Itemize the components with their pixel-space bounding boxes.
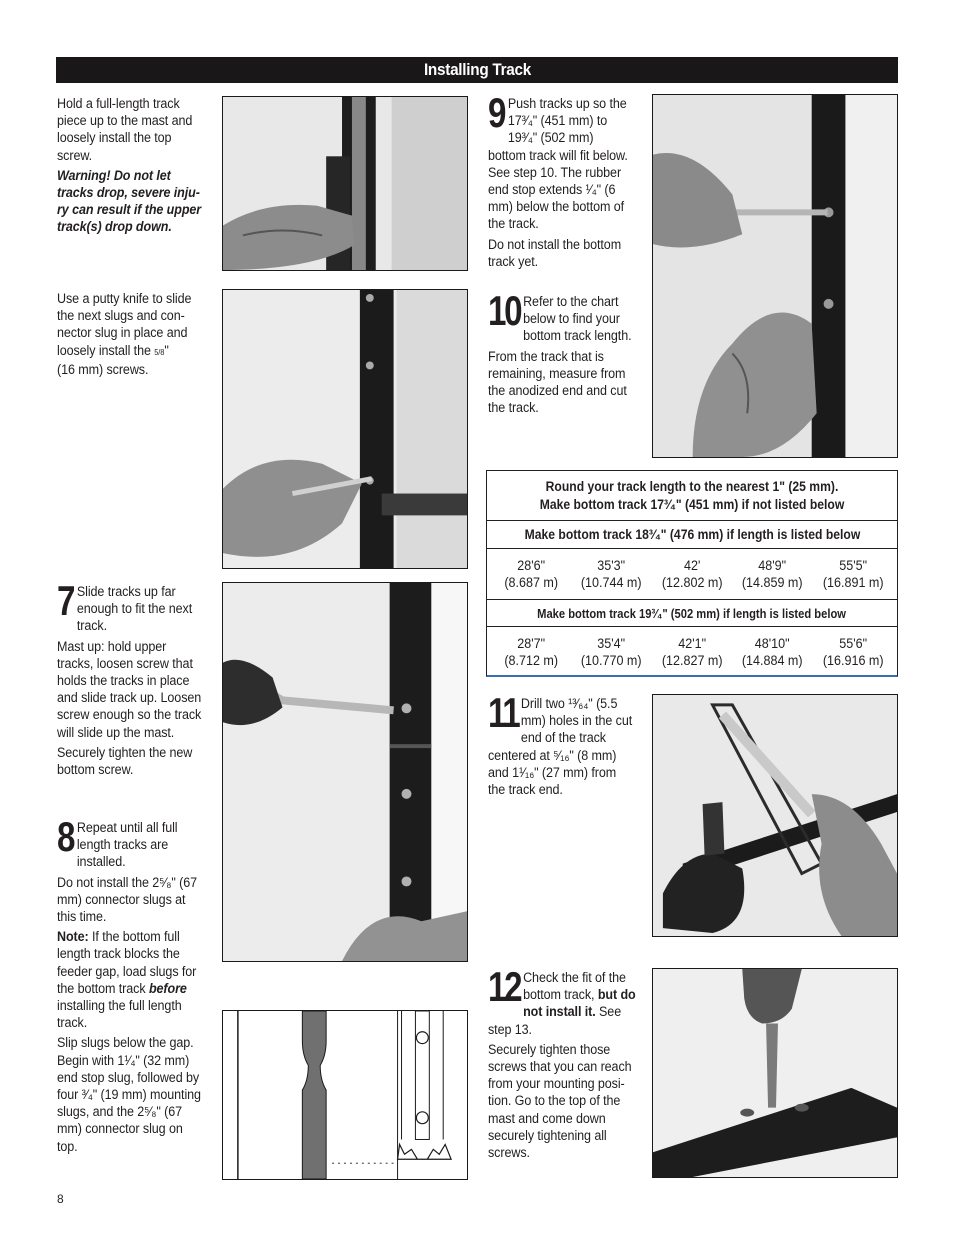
step-10-lead-text: Refer to the chart below to find your bottom track length. (523, 294, 632, 344)
chart-title: Round your track length to the nearest 1" (25 mm). Make bottom track 17³⁄₄" (451 mm) if not listed below (539, 478, 845, 512)
step-11-lead-text: Drill two ¹³⁄₆₄" (5.5 mm) holes in the cut end of the track centered at ⁵⁄₁₆" (8 mm) and 1¹⁄₁₆" (27 mm) from the track end. (488, 696, 633, 798)
step-7-lead (57, 577, 206, 635)
step-8-connector-note: Do not install the 2⁵⁄₈" (67 mm) connector slugs at this time. (57, 874, 197, 925)
length-cell (813, 557, 893, 591)
photo-putty-knife (222, 289, 468, 569)
step-12-lead-b: See step 13. (488, 1004, 622, 1037)
step-12-lead-a: Check the fit of the bottom track, (523, 970, 626, 1003)
length-m: (12.802 m) (661, 575, 723, 590)
step-11-number: 11 (488, 689, 519, 736)
step-12-lead (488, 963, 637, 1038)
note-before: before (148, 980, 187, 996)
chart-group-heading-2 (487, 599, 897, 626)
step-12-number: 12 (488, 963, 521, 1010)
step-8-note (57, 928, 206, 1031)
step-7-lead-text: Slide tracks up far enough to fit the next track. (76, 584, 193, 634)
intro-paragraph: Hold a full-length track piece up to the mast and loosely install the top screw. (57, 96, 193, 163)
length-m: (16.891 m) (822, 575, 884, 590)
length-ft: 48'10" (755, 635, 790, 651)
step-9-lead (488, 89, 632, 233)
step-7 (57, 577, 206, 781)
length-cell (813, 635, 893, 669)
section-title: Installing Track (423, 60, 531, 79)
step-9 (488, 89, 632, 273)
chart-title-row (487, 471, 897, 520)
step-9-paragraph: Do not install the bottom track yet. (488, 236, 622, 269)
length-ft: 35'4" (597, 635, 626, 651)
length-m: (10.744 m) (581, 575, 642, 590)
length-ft: 28'7" (517, 635, 546, 651)
step-8-lead-text: Repeat until all full length tracks are installed. (76, 820, 178, 870)
section-header (56, 57, 898, 83)
step-9-lead-text: Push tracks up so the 17³⁄₄" (451 mm) to 19³⁄₄" (502 mm) bottom track will fit below. See step 10. The rubber end stop extends ¹⁄₄" (6 mm) below the bottom of the track. (488, 96, 628, 232)
step-12-paragraph: Securely tighten those screws that you can reach from your mounting posi-tion. Go to the top of the mast and come down securely tightening all screws. (488, 1041, 632, 1161)
note-text-a: If the bottom full length track blocks the feeder gap, load slugs for the bottom track (57, 929, 197, 996)
note-label: Note: (57, 929, 89, 945)
intro-warning: Warning! Do not let tracks drop, severe inju-ry can result if the upper track(s) drop down. (57, 167, 202, 235)
length-ft: 28'6" (517, 558, 546, 573)
step-11 (488, 689, 633, 801)
photo-drill-cut (652, 694, 898, 937)
step-7-number: 7 (57, 577, 74, 624)
length-cell (652, 635, 732, 669)
photo-slide-tracks (222, 582, 468, 962)
step-10 (488, 287, 632, 419)
length-m: (16.916 m) (822, 652, 884, 668)
putty-paragraph-main: Use a putty knife to slide the next slugs and con-nector slug in place and loosely install the (57, 291, 192, 358)
length-cell (491, 557, 571, 591)
step-8-number: 8 (57, 813, 74, 860)
length-m: (14.884 m) (742, 652, 803, 668)
length-m: (10.770 m) (581, 652, 642, 668)
length-cell (652, 557, 732, 591)
length-cell (732, 557, 812, 591)
length-ft: 42' (683, 558, 701, 573)
length-cell (491, 635, 571, 669)
length-cell (571, 635, 651, 669)
chart-group-2-lengths (487, 626, 897, 676)
length-cell (571, 557, 651, 591)
step-7-paragraph: Mast up: hold upper tracks, loosen screw that holds the tracks in place and slide track up. Loosen screw enough so the track will slide up the mast. (57, 638, 202, 740)
chart-group-heading-1 (487, 520, 897, 548)
length-m: (14.859 m) (742, 575, 803, 590)
group-1-heading: Make bottom track 18³⁄₄" (476 mm) if length is listed below (524, 527, 860, 542)
putty-paragraph-end: (16 mm) screws. (57, 361, 149, 377)
length-m: (8.687 m) (504, 575, 559, 590)
photo-push-tracks (652, 94, 898, 458)
photo-hold-track (222, 96, 468, 271)
length-ft: 55'5" (838, 558, 867, 573)
step-12-lead-bold: but do not install it. (523, 987, 636, 1020)
length-ft: 42'1" (678, 635, 706, 651)
length-cell (732, 635, 812, 669)
step-12 (488, 963, 637, 1164)
length-ft: 48'9" (758, 558, 787, 573)
step-8 (57, 813, 206, 1158)
note-text-b: installing the full length track. (57, 998, 182, 1031)
step-10-lead (488, 287, 632, 345)
photo-check-fit (652, 968, 898, 1178)
putty-knife-text (57, 290, 206, 381)
step-7-tighten: Securely tighten the new bottom screw. (57, 744, 193, 778)
step-8-lead (57, 813, 206, 871)
step-9-number: 9 (488, 89, 505, 136)
step-8-slugs: Slip slugs below the gap. Begin with 1¹⁄₄" (32 mm) end stop slug, followed by four ³⁄₄" (19 mm) mounting slugs, and the 2⁵⁄₈" (67 mm) connector slug on top. (57, 1035, 201, 1154)
chart-group-1-lengths (487, 548, 897, 599)
page-number: 8 (57, 1192, 64, 1206)
length-m: (12.827 m) (661, 652, 723, 668)
putty-paragraph: Use a putty knife to slide the next slugs and con-nector slug in place and loosely install the 5/8" (16 mm) screws. (57, 291, 192, 377)
length-m: (8.712 m) (504, 652, 559, 668)
group-2-heading: Make bottom track 19³⁄₄" (502 mm) if length is listed below (537, 605, 847, 621)
track-length-chart (486, 470, 898, 677)
intro-text (57, 95, 206, 239)
step-10-paragraph: From the track that is remaining, measure from the anodized end and cut the track. (488, 348, 627, 416)
diagram-track-slugs (222, 1010, 468, 1180)
step-11-lead (488, 689, 633, 798)
step-10-number: 10 (488, 287, 521, 334)
length-ft: 35'3" (597, 558, 626, 573)
length-ft: 55'6" (838, 635, 867, 651)
putty-fraction: 5/8 (154, 347, 165, 357)
